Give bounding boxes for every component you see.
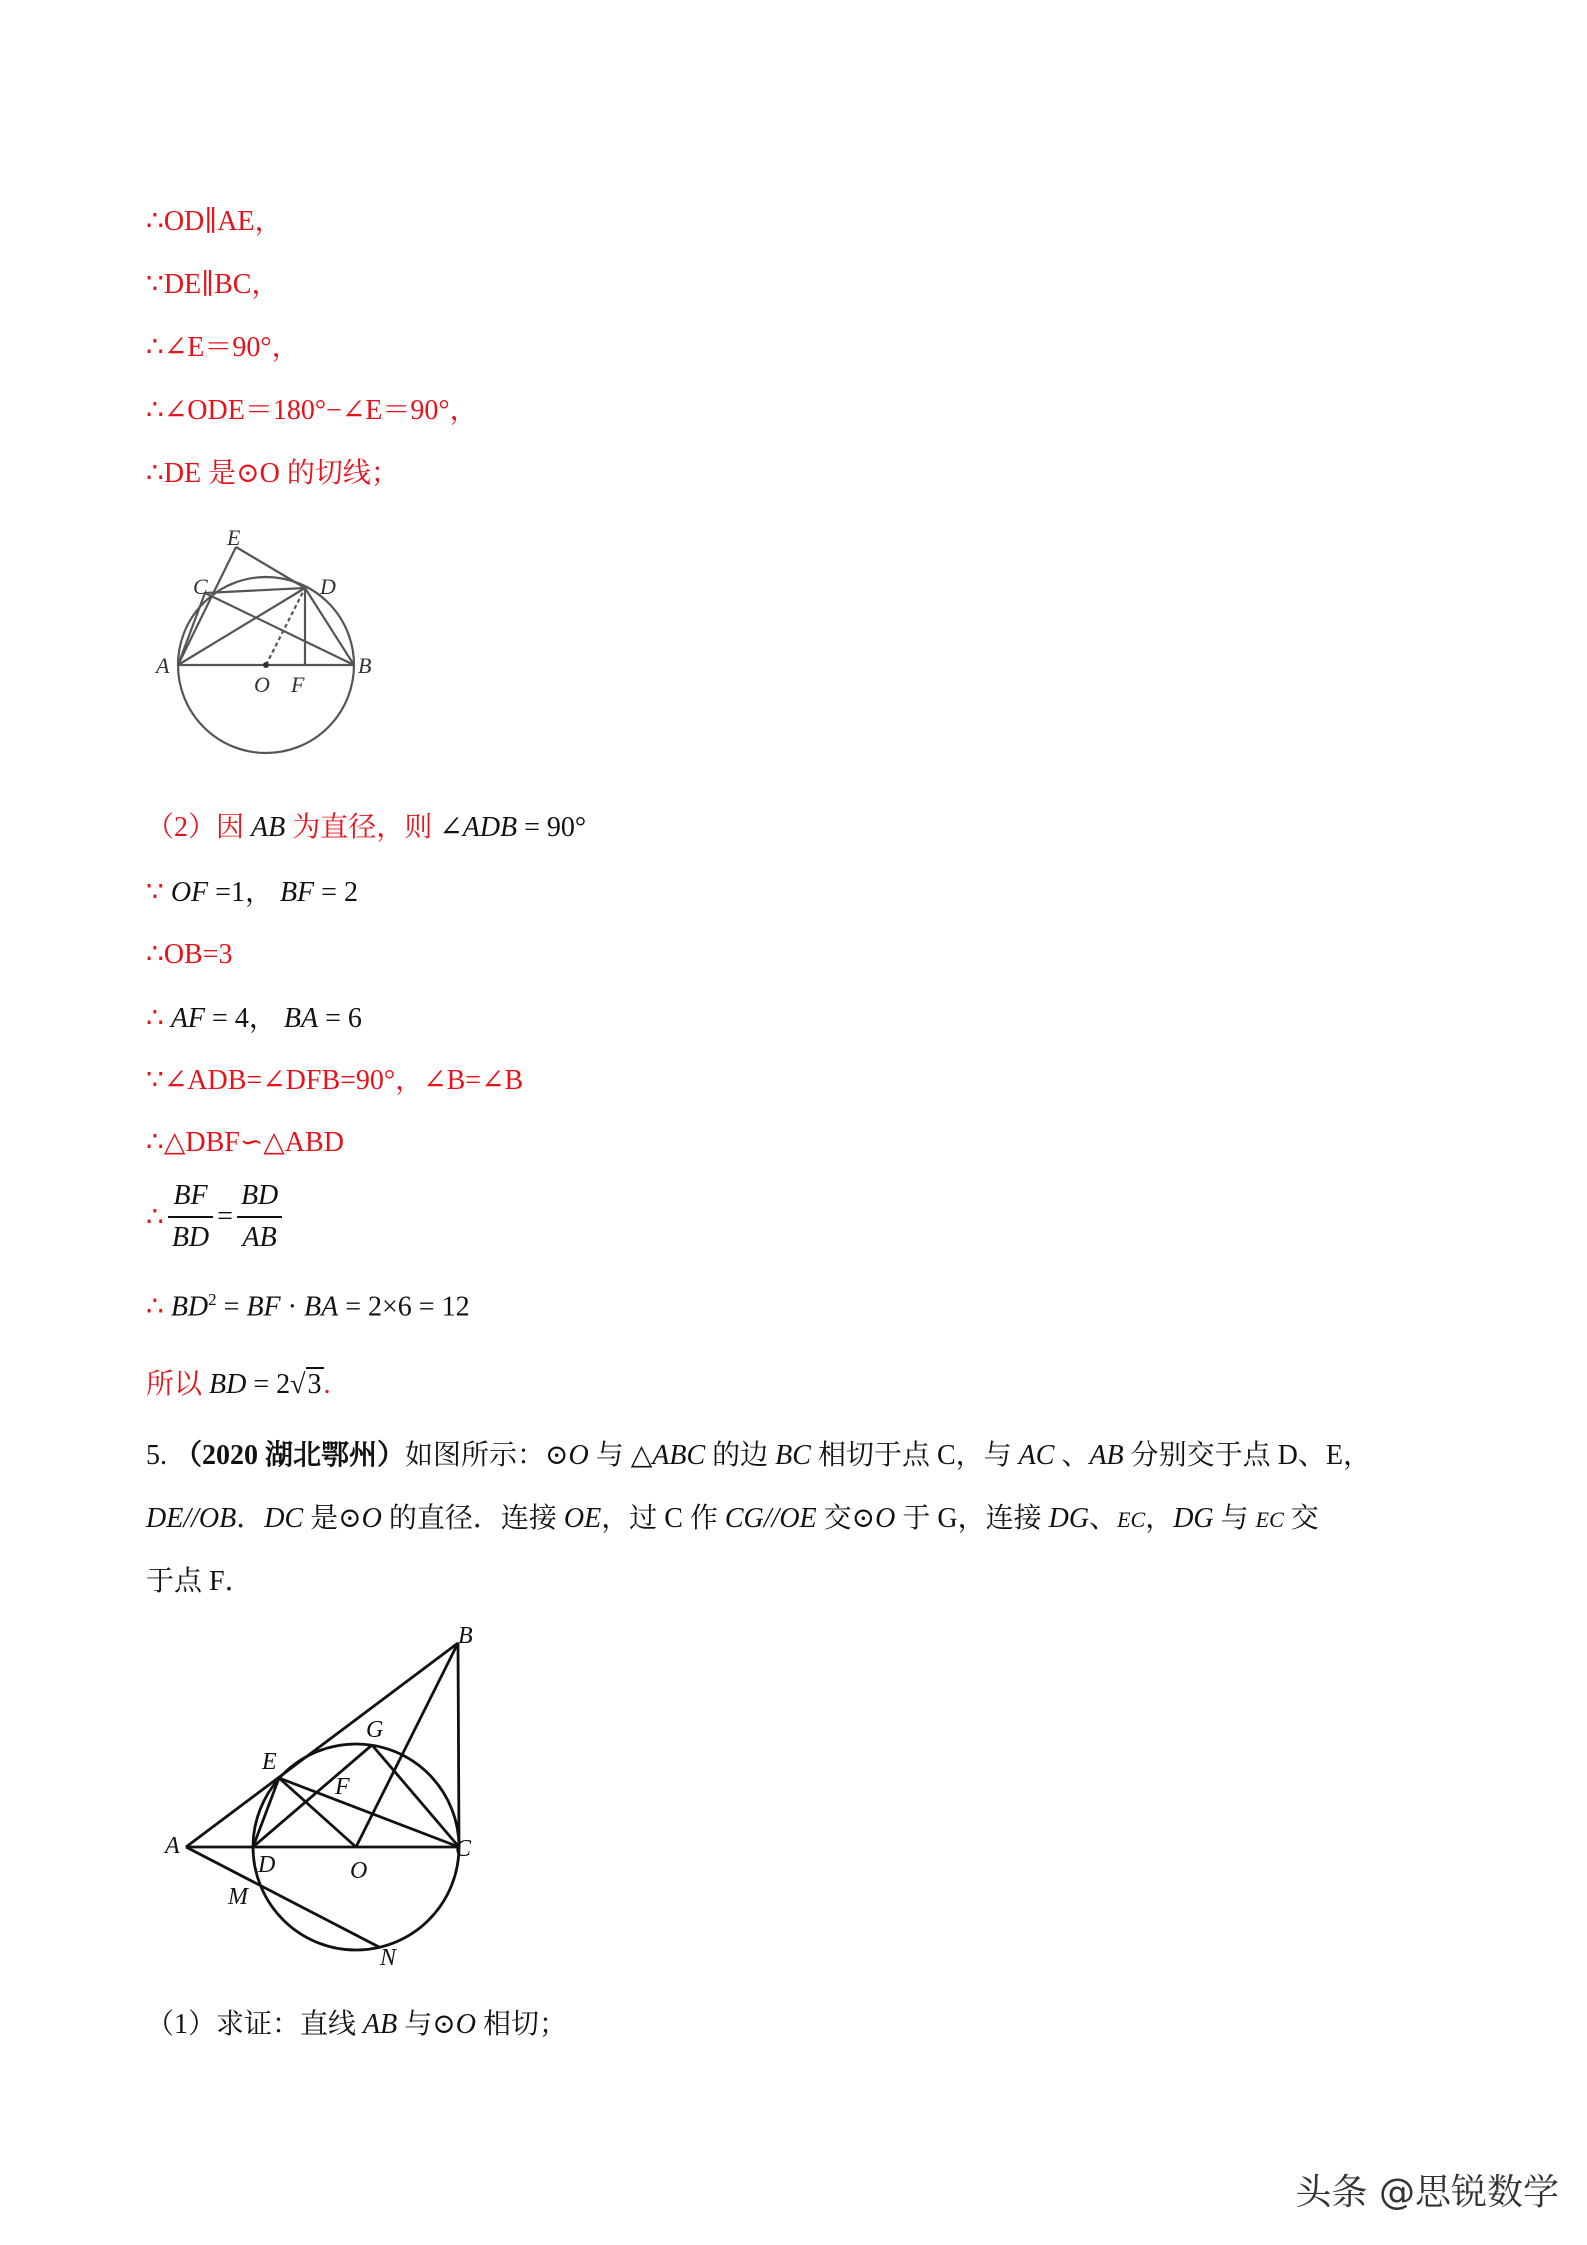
figure-2-triangle-circle-diagram [150,1620,490,1980]
problem-source: （2020 湖北鄂州） [174,1440,406,1471]
fig2-label-N: N [380,1945,397,1971]
proof-line-5: ∴DE 是⊙O 的切线； [146,458,399,489]
fig1-label-D: D [320,574,336,599]
proof-line-9: ∴ AF = 4， BA = 6 [146,1003,362,1034]
fig1-label-B: B [358,653,372,678]
proof-line-10: ∵∠ADB=∠DFB=90°，∠B=∠B [146,1065,524,1096]
proof-line-6: （2）因 AB 为直径，则 ∠ADB = 90° [146,812,587,843]
proof-line-14: 所以 BD = 2√3. [146,1369,331,1400]
proof-line-4: ∴∠ODE＝180°−∠E＝90°， [146,395,478,426]
fig1-label-A: A [156,653,170,678]
problem-5-line-3: 于点 F． [146,1566,253,1597]
proof-line-3: ∴∠E＝90°， [146,332,300,363]
watermark: 头条 @思锐数学 [1295,2172,1559,2213]
fig2-label-A: A [165,1833,180,1859]
fraction-bf-bd: $\frac{BF}{BD}$ [168,1176,213,1258]
fig1-label-C: C [193,574,208,599]
figure-1-circle-diagram [150,520,400,770]
fig2-label-B: B [458,1623,473,1649]
question-1: （1）求证：直线 AB 与⊙O 相切； [146,2009,567,2040]
fig2-label-G: G [366,1717,384,1743]
proof-line-2: ∵DE∥BC， [146,269,280,300]
fraction-bd-ab: $\frac{BD}{AB}$ [237,1176,282,1258]
proof-line-1: ∴OD∥AE， [146,206,283,237]
proof-line-13: ∴ $BD^2$ = BF · BA = 2×6 = 12 [146,1290,470,1323]
fig2-label-D: D [258,1852,276,1878]
fig2-label-O: O [350,1858,368,1884]
fig1-label-O: O [254,672,270,697]
fig2-label-E: E [262,1749,277,1775]
proof-line-11: ∴△DBF∽△ABD [146,1127,344,1158]
fig1-label-E: E [227,525,241,550]
problem-5-line-1: 5. （2020 湖北鄂州）如图所示：⊙O 与 △ABC 的边 BC 相切于点 C，与 AC 、AB 分别交于点 D、E， [146,1440,1371,1471]
fig2-label-M: M [228,1884,248,1910]
problem-5-line-2: DE//OB．DC 是⊙O 的直径．连接 OE，过 C 作 CG//OE 交⊙O 于 G，连接 DG、EC，DG 与 EC 交 [146,1503,1319,1534]
proof-line-7: ∵ OF =1， BF = 2 [146,877,358,908]
fig1-label-F: F [291,672,305,697]
proof-line-12: ∴ $\frac{BF}{BD}$ = $\frac{BD}{AB}$ [146,1176,286,1258]
fig2-label-C: C [455,1836,472,1862]
proof-line-8: ∴OB=3 [146,939,233,970]
fig2-label-F: F [335,1774,350,1800]
